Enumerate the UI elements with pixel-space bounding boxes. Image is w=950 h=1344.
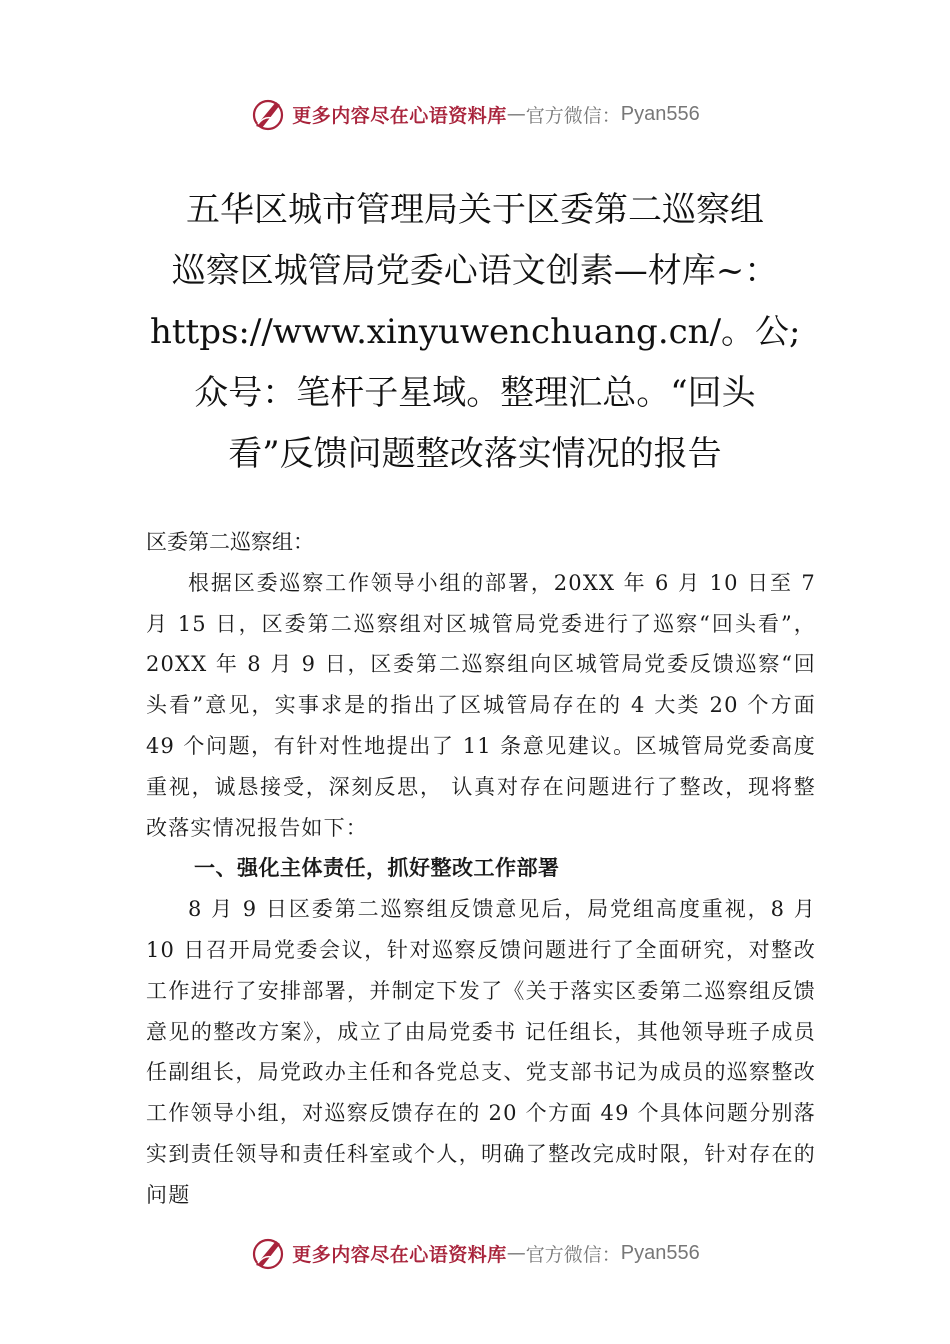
- banner-wechat-label: 官方微信：: [525, 104, 621, 127]
- title-line: 看”反馈问题整改落实情况的报告: [228, 434, 722, 474]
- body-paragraph: 8 月 9 日区委第二巡察组反馈意见后，局党组高度重视，8 月 10 日召开局党委会议，针对巡察反馈问题进行了全面研究，对整改工作进行了安排部署，并制定下发了《关于落实区委第二巡察组反馈意见的整改方案》，成立了由局党委书 记任组长，其他领导班子成员任副组长，局党政办主任和各党总支、党支部书记为成员的巡察整改工作领导小组，对巡察反馈存在的 20 个方面 49 个具体问题分别落实到责任领导和责任科室或个人，明确了整改完成时限，针对存在的问题: [146, 897, 816, 1207]
- banner-library-text: 更多内容尽在心语资料库: [292, 104, 507, 127]
- document-body: [146, 522, 816, 1216]
- banner-wechat-id: Pyan556: [620, 1241, 700, 1264]
- pen-logo-icon: [250, 1235, 286, 1271]
- banner-wechat-label: 官方微信：: [525, 1243, 621, 1266]
- banner-library-text: 更多内容尽在心语资料库: [292, 1243, 507, 1266]
- banner-dash: —: [506, 103, 526, 125]
- banner-dash: —: [506, 1242, 526, 1264]
- title-line: 众号：笔杆子星域。整理汇总。“回头: [194, 373, 756, 413]
- salutation: 区委第二巡察组：: [146, 530, 314, 554]
- footer-banner: [0, 1233, 950, 1273]
- title-line: 巡察区城管局党委心语文创素—材库~：: [171, 251, 779, 291]
- document-title: [150, 180, 800, 485]
- title-line: 五华区城市管理局关于区委第二巡察组: [186, 190, 764, 230]
- banner-wechat-id: Pyan556: [620, 102, 700, 125]
- header-banner: [0, 94, 950, 134]
- title-line: https://www.xinyuwenchuang.cn/。公;: [150, 312, 801, 352]
- pen-logo-icon: [250, 96, 286, 132]
- body-paragraph: 根据区委巡察工作领导小组的部署，20XX 年 6 月 10 日至 7 月 15 日，区委第二巡察组对区城管局党委进行了巡察“回头看”，20XX 年 8 月 9 日，区委第二巡察组向区城管局党委反馈巡察“回头看”意见，实事求是的指出了区城管局存在的 4 大类 20 个方面 49 个问题，有针对性地提出了 11 条意见建议。区城管局党委高度重视，诚恳接受，深刻反思， 认真对存在问题进行了整改，现将整改落实情况报告如下：: [146, 570, 816, 840]
- section-heading: 一、强化主体责任，抓好整改工作部署: [194, 856, 560, 881]
